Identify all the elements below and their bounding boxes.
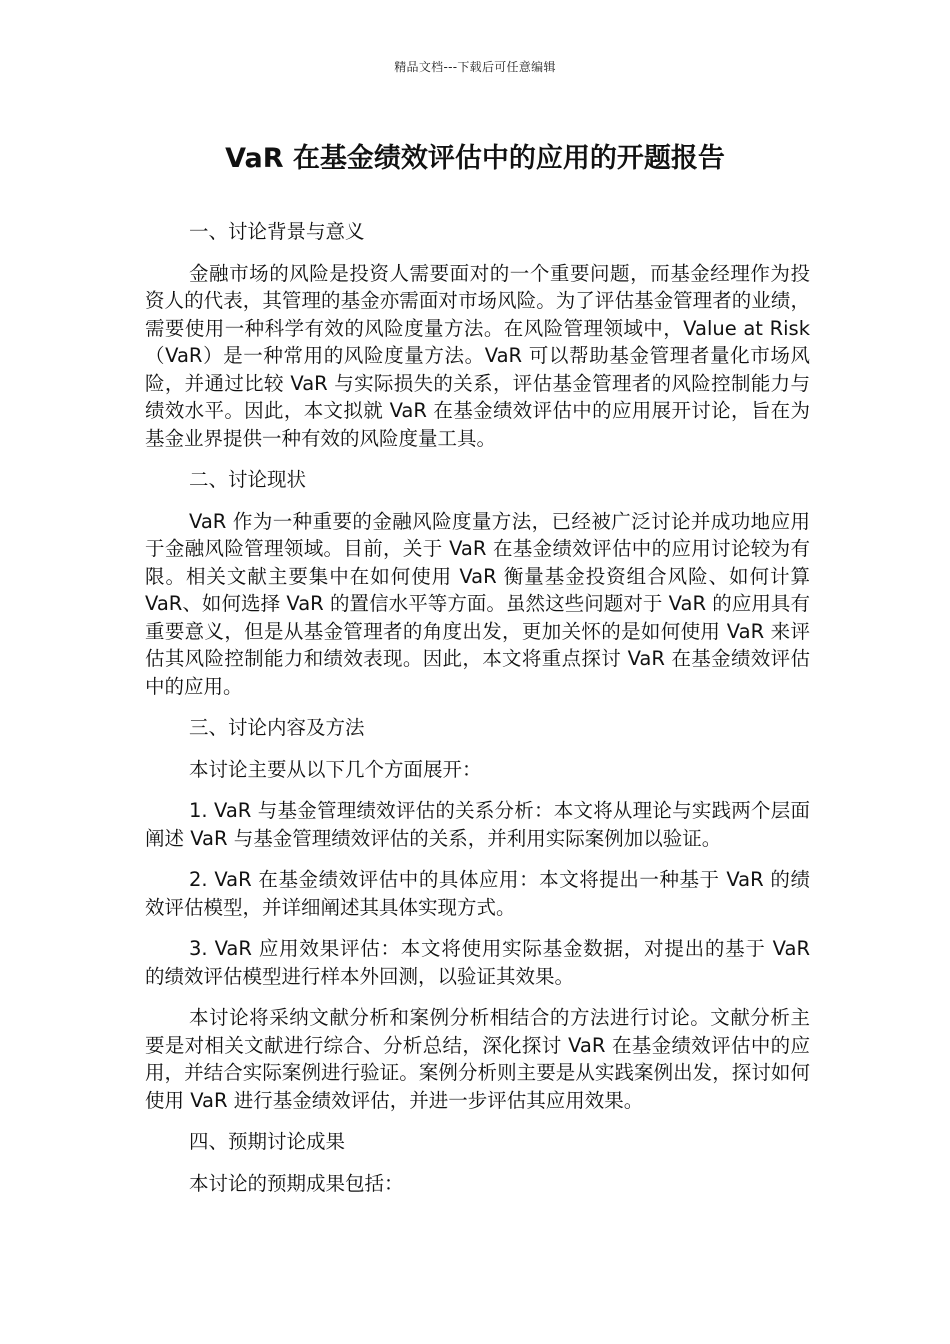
section-heading-expected-results: 四、预期讨论成果 xyxy=(189,1130,346,1153)
paragraph-method: 本讨论将采纳文献分析和案例分析相结合的方法进行讨论。文献分析主要是对相关文献进行综合、分析总结，深化探讨 VaR 在基金绩效评估中的应用，并结合实际案例进行验证。案例分析则主要是从实践案例出发，探讨如何使用 VaR 进行基金绩效评估，并进一步评估其应用效果。 xyxy=(145,1006,810,1112)
paragraph-content-intro: 本讨论主要从以下几个方面展开： xyxy=(189,757,482,781)
paragraph-status: VaR 作为一种重要的金融风险度量方法，已经被广泛讨论并成功地应用于金融风险管理领域。目前，关于 VaR 在基金绩效评估中的应用讨论较为有限。相关文献主要集中在如何使用 VaR 衡量基金投资组合风险、如何计算 VaR、如何选择 VaR 的置信水平等方面。虽然这些问题对于 VaR 的应用具有重要意义，但是从基金管理者的角度出发，更加关怀的是如何使用 VaR 来评估其风险控制能力和绩效表现。因此，本文将重点探讨 VaR 在基金绩效评估中的应用。 xyxy=(145,509,810,698)
list-item-3: 3. VaR 应用效果评估：本文将使用实际基金数据，对提出的基于 VaR 的绩效评估模型进行样本外回测，以验证其效果。 xyxy=(145,937,810,988)
section-heading-status: 二、讨论现状 xyxy=(189,468,307,491)
section-heading-content-method: 三、讨论内容及方法 xyxy=(189,716,365,739)
document-body xyxy=(145,218,810,1211)
document-title: VaR 在基金绩效评估中的应用的开题报告 xyxy=(225,143,725,174)
list-item-2: 2. VaR 在基金绩效评估中的具体应用：本文将提出一种基于 VaR 的绩效评估模型，并详细阐述其具体实现方式。 xyxy=(145,868,810,919)
page-header-note: 精品文档---下载后可任意编辑 xyxy=(394,60,556,74)
paragraph-background: 金融市场的风险是投资人需要面对的一个重要问题，而基金经理作为投资人的代表，其管理的基金亦需面对市场风险。为了评估基金管理者的业绩，需要使用一种科学有效的风险度量方法。在风险管理领域中，Value at Risk（VaR）是一种常用的风险度量方法。VaR 可以帮助基金管理者量化市场风险，并通过比较 VaR 与实际损失的关系，评估基金管理者的风险控制能力与绩效水平。因此，本文拟就 VaR 在基金绩效评估中的应用展开讨论，旨在为基金业界提供一种有效的风险度量工具。 xyxy=(145,261,810,450)
list-item-1: 1. VaR 与基金管理绩效评估的关系分析：本文将从理论与实践两个层面阐述 VaR 与基金管理绩效评估的关系，并利用实际案例加以验证。 xyxy=(145,799,810,850)
section-heading-background: 一、讨论背景与意义 xyxy=(189,220,365,243)
paragraph-expected-intro: 本讨论的预期成果包括： xyxy=(189,1171,404,1195)
